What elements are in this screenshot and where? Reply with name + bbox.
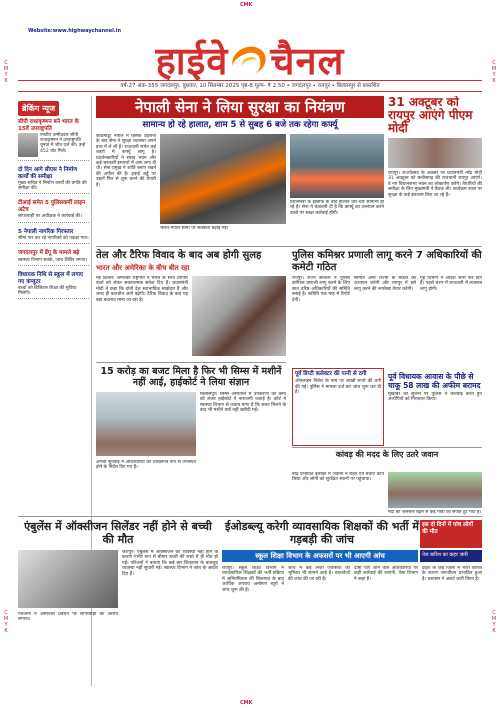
ambulance-body: जशपुर। एंबुलेंस में ऑक्सीजन की व्यवस्था नहीं होने के कारण गंभीर रूप से बीमार बच्ची की रास्ते में ही मौत हो गई। परिजनों ने बताया कि कई बार शिकायत के बावजूद व्यवस्था नहीं सुधारी गई। स्वास्थ्य विभाग ने जांच के आदेश दिए हैं। [122, 550, 218, 577]
fraud-headline[interactable]: पूर्व डिप्टी कलेक्टर की पत्नी से ठगी [295, 371, 367, 377]
eow-body-column: दोषी पाए जाने वाले अधिकारियों पर कड़ी कार्रवाई की जाएगी, ऐसा विभाग ने कहा है। [354, 566, 418, 582]
divider [292, 447, 482, 448]
left-item-head: जगदलपुर में डेंगू के मामले बढ़े [18, 250, 80, 257]
sims-body: बिलासपुर। सिम्स अस्पताल में उपकरणों की कमी को लेकर हाईकोर्ट ने नाराजगी जताई है। कोर्ट ने स्वास्थ्य विभाग से जवाब मांगा है कि बजट मिलने के बाद भी मशीनें क्यों नहीं खरीदी गईं। [200, 392, 286, 414]
left-item-text: मुख्य सचिव ने निर्माण कार्यों की प्रगति की समीक्षा की। [18, 181, 87, 192]
opium-headline[interactable]: पूर्व विधायक आवास के पीछे से चाकू 58 लाख की अफीम बरामद [388, 372, 481, 390]
logo-word-right: चैनल [270, 38, 345, 83]
ambulance-photo [18, 550, 118, 608]
sims-body: अगली सुनवाई में अधिकारियों को व्यक्तिगत रूप से उपस्थित होने के निर्देश दिए गए हैं। [96, 460, 196, 471]
ambulance-caption: परिजनों ने अस्पताल प्रबंधन पर लापरवाही का आरोप लगाया। [18, 612, 118, 623]
india-us-body: नई दिल्ली। अमेरिकी राष्ट्रपति ने भारत के साथ व्यापार वार्ता को लेकर सकारात्मक संकेत दिए हैं। प्रधानमंत्री मोदी ने कहा कि दोनों देश स्वाभाविक साझेदार हैं और जल्द ही बातचीत आगे बढ़ेगी। टैरिफ विवाद के बाद यह बड़ा बदलाव माना जा रहा है। [96, 276, 188, 303]
road-logo-icon [230, 43, 268, 77]
rain-deaths-box[interactable]: इस दो दिनों में पांच लोगों की मौत [420, 520, 482, 548]
left-item-head: टीआई समेत 5 पुलिसकर्मी लाइन अटैच [18, 200, 86, 213]
jawan-body: बाढ़ प्रभावित इलाकों में जवानों ने राहत एवं बचाव कार्य किया और लोगों को सुरक्षित स्थानों पर पहुंचाया। [292, 472, 384, 483]
left-item-text: सीमा पार कर रहे नागरिकों को पकड़ा गया। [18, 236, 89, 242]
left-item-text: स्वास्थ्य विभाग सतर्क, जांच शिविर लगाए। [18, 257, 88, 263]
color-mark-right: C M Y K [491, 60, 497, 84]
divider [18, 516, 482, 517]
masthead [18, 34, 482, 83]
police-body-column: समिति अन्य राज्यों के मॉडल का अध्ययन करेगी और रायपुर में इसे लागू करने की रूपरेखा तैयार करेगी। [354, 276, 416, 292]
eow-body-column: जांच में कई निजी एजेंसियों की भूमिका भी सामने आई है। दस्तावेजों की जांच की जा रही है। [288, 566, 350, 582]
rain-deaths-sub: तेज बारिश का कहर जारी [420, 550, 482, 562]
left-item-head: 5 नेपाली नागरिक गिरफ्तार [18, 228, 74, 235]
india-us-subheadline: भारत और अमेरिका के बीच बीत रहा [96, 264, 190, 272]
left-item-head: सीपी राधाकृष्णन बने भारत के 15वें उपराष्ट्रपति [18, 119, 79, 132]
rain-deaths-body: प्रदेश के कई जिलों में भारी बारिश के कारण जनजीवन प्रभावित हुआ है। प्रशासन ने अलर्ट जारी किया है। [422, 566, 482, 582]
left-item-text: एनडीए उम्मीदवार सीपी राधाकृष्णन ने उपराष्ट्रपति चुनाव में जीत दर्ज की। उन्हें 452 वोट मिले। [40, 133, 86, 154]
registration-mark-bottom: CMK [240, 700, 253, 706]
pm-visit-headline[interactable]: 31 अक्टूबर को रायपुर आएंगे पीएम मोदी [388, 96, 473, 135]
lead-body-column: प्रधानमंत्री के इस्तीफे के बाद हालात धीरे-धीरे सामान्य हो रहे हैं। सेना ने चेतावनी दी है कि कर्फ्यू का उल्लंघन करने वालों पर सख्त कार्रवाई होगी। [290, 200, 384, 216]
flood-photo [388, 472, 482, 508]
dateline: वर्ष-27 अंक-355 जगदलपुर, बुधवार, 10 सितम्बर 2025 पृष्ठ-8 मूल्य- ₹ 2.50 • जगदलपुर • रायपुर • बिलासपुर से प्रकाशित [18, 80, 482, 92]
lead-subheadline: सामान्य हो रहे हालात, शाम 5 से सुबह 6 बजे तक रहेगा कर्फ्यू [142, 120, 338, 130]
leaders-photo [192, 276, 286, 356]
left-item [18, 247, 89, 266]
sims-headline[interactable]: 15 करोड़ का बजट मिला है फिर भी सिम्स में मशीनें नहीं आई, हाईकोर्ट ने लिया संज्ञान [100, 366, 282, 388]
left-item [18, 197, 89, 222]
color-mark-left: C M Y K [3, 60, 9, 84]
registration-mark-top: CMK [240, 2, 253, 8]
color-mark-left-bottom: C M Y K [3, 610, 9, 634]
court-photo [96, 392, 196, 456]
lead-headline[interactable]: नेपाली सेना ने लिया सुरक्षा का नियंत्रण [96, 96, 384, 118]
eow-body-column: रायपुर। स्कूल शिक्षा विभाग में व्यावसायिक शिक्षकों की भर्ती प्रक्रिया में अनियमितता की शिकायत के बाद आर्थिक अपराध अन्वेषण ब्यूरो ने जांच शुरू की है। [222, 566, 284, 593]
website-url[interactable]: Website:www.highwaychannel.in [28, 28, 122, 34]
police-commissioner-headline[interactable]: पुलिस कमिश्नर प्रणाली लागू करने 7 अधिकारियों की कमेटी गठित [292, 250, 482, 273]
opium-body: मुखबिर की सूचना पर पुलिस ने कार्रवाई करते हुए आरोपियों को गिरफ्तार किया। [388, 392, 482, 403]
breaking-news-badge: ब्रेकिंग न्यूज [18, 101, 59, 116]
color-mark-right-bottom: C M Y K [491, 610, 497, 634]
lead-photo-fire [290, 134, 384, 198]
left-item-text: लापरवाही पर अधीक्षक ने कार्रवाई की। [18, 214, 82, 220]
india-us-headline[interactable]: तेल और टैरिफ विवाद के बाद अब होगी सुलह [96, 250, 262, 261]
fraud-box [292, 368, 384, 446]
newspaper-logo [156, 34, 345, 86]
left-item-head: विधायक निधि से स्कूल में लगाए गए कंप्यूटर [18, 272, 84, 285]
jawan-side-body: नदी का जलस्तर बढ़ने से कई गांवों का संपर्क टूट गया है। [388, 510, 482, 515]
eow-headline[interactable]: ईओडब्ल्यू करेगी व्यावसायिक शिक्षकों की भर्ती में गड़बड़ी की जांच [224, 520, 420, 546]
jawan-headline[interactable]: कांवड़ की मदद के लिए उतरे जवान [335, 450, 439, 459]
left-item [18, 226, 89, 245]
left-item-head: दो दिन आगे सीएस ने निर्माण कार्यों की समीक्षा [18, 167, 78, 180]
police-body-column: गृह विभाग ने आदेश जारी कर दिए हैं। पहले चरण में राजधानी में व्यवस्था लागू होगी। [420, 276, 482, 292]
logo-word-left: हाईवे [155, 38, 229, 83]
pm-visit-body: रायपुर। राज्योत्सव के अवसर पर प्रधानमंत्री नरेंद्र मोदी 31 अक्टूबर को छत्तीसगढ़ की राजधानी रायपुर आएंगे। वे नए विधानसभा भवन का लोकार्पण करेंगे। तैयारियों की समीक्षा के लिए मुख्यमंत्री ने बैठक ली। कार्यक्रम स्थल पर सुरक्षा के कड़े इंतजाम किए जा रहे हैं। [388, 171, 482, 198]
lead-body-column: काठमांडू। नेपाल में हिंसक प्रदर्शनों के बाद सेना ने सुरक्षा व्यवस्था अपने हाथ में ले ली है। राजधानी समेत कई शहरों में कर्फ्यू लागू है। प्रदर्शनकारियों ने संसद भवन और कई सरकारी इमारतों में आग लगा दी थी। सेना प्रमुख ने शांति बनाए रखने की अपील की है। हवाई अड्डे पर उड़ानें फिर से शुरू करने की तैयारी है। [96, 134, 156, 188]
police-body-column: रायपुर। राज्य सरकार ने पुलिस कमिश्नर प्रणाली लागू करने के लिए सात वरिष्ठ अधिकारियों की समिति बनाई है। समिति एक माह में रिपोर्ट देगी। [292, 276, 350, 303]
lead-photo-caption: भारत-नेपाल सीमा पर सतर्कता बढ़ाई गई। [160, 226, 229, 231]
left-item-text: बच्चों को डिजिटल शिक्षा की सुविधा मिलेगी। [18, 286, 77, 297]
fraud-body: ऑनलाइन निवेश के नाम पर लाखों रुपये की ठगी की गई। पुलिस ने मामला दर्ज कर जांच शुरू कर दी है। [295, 379, 381, 396]
ambulance-headline[interactable]: एंबुलेंस में ऑक्सीजन सिलेंडर नहीं होने से बच्ची की मौत [24, 520, 212, 546]
left-item [18, 164, 89, 194]
divider [96, 362, 286, 363]
left-item [18, 269, 89, 299]
right-column [388, 96, 482, 244]
lead-photo-protest [160, 134, 286, 224]
left-item [18, 116, 89, 161]
portrait-photo [18, 133, 38, 157]
eow-strip: स्कूल शिक्षा विभाग के अफसरों पर भी आएगी आंच [222, 550, 418, 562]
pm-photo [388, 138, 482, 168]
divider [96, 246, 482, 247]
